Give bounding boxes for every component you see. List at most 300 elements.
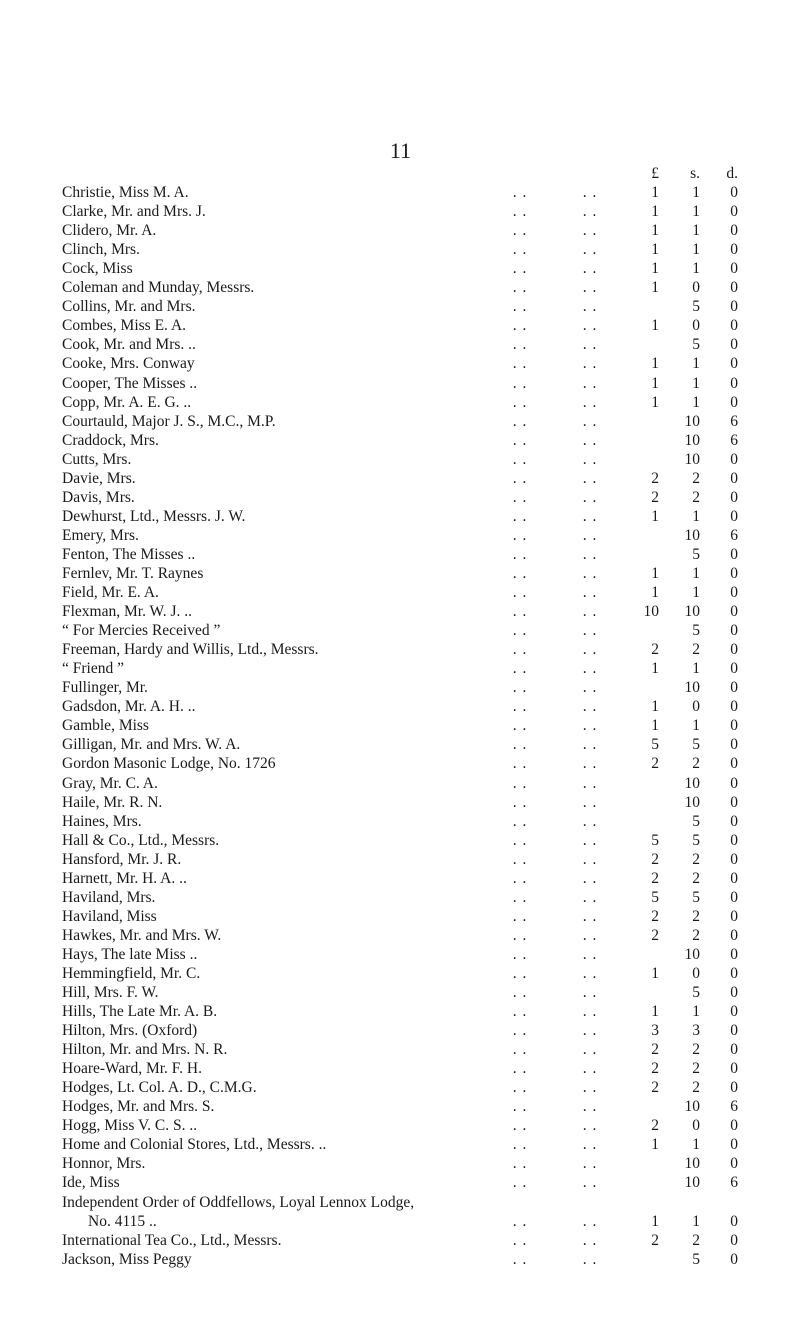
leader-dots: . . [512,869,528,887]
leader-dots: . . [582,1041,598,1059]
entry-name: Home and Colonial Stores, Ltd., Messrs. .. [62,1136,327,1154]
shillings-value: 5 [692,336,700,354]
pounds-value: 2 [651,1041,659,1059]
leader-dots: . . [582,717,598,735]
list-item [0,735,801,754]
shillings-value: 2 [692,869,700,887]
leader-dots: . . [512,469,528,487]
shillings-value: 5 [692,545,700,563]
shillings-value: 3 [692,1022,700,1040]
leader-dots: . . [582,222,598,240]
pounds-value: 1 [651,393,659,411]
leader-dots: . . [582,393,598,411]
list-item [0,1173,801,1192]
list-item [0,240,801,259]
shillings-value: 5 [692,298,700,316]
leader-dots: . . [582,736,598,754]
entry-name: Cooper, The Misses .. [62,374,198,392]
pence-value: 0 [730,1212,738,1230]
leader-dots: . . [582,926,598,944]
shillings-value: 10 [684,1155,700,1173]
list-item [0,1154,801,1173]
list-item [0,697,801,716]
leader-dots: . . [582,374,598,392]
pence-value: 0 [730,450,738,468]
pence-value: 0 [730,279,738,297]
leader-dots: . . [512,1250,528,1268]
shillings-value: 10 [684,603,700,621]
shillings-value: 1 [692,184,700,202]
entry-name: Haines, Mrs. [62,812,142,830]
list-item [0,869,801,888]
leader-dots: . . [582,1212,598,1230]
pounds-value: 2 [651,869,659,887]
shillings-header: s. [690,165,700,182]
list-item [0,716,801,735]
leader-dots: . . [582,907,598,925]
leader-dots: . . [512,336,528,354]
leader-dots: . . [582,945,598,963]
list-item [0,1116,801,1135]
pence-value: 0 [730,488,738,506]
entry-name: Fernlev, Mr. T. Raynes [62,564,204,582]
pence-value: 0 [730,793,738,811]
pounds-value: 2 [651,1060,659,1078]
leader-dots: . . [582,298,598,316]
pounds-value: 1 [651,241,659,259]
list-item [0,1078,801,1097]
pence-value: 0 [730,1231,738,1249]
pence-value: 0 [730,736,738,754]
shillings-value: 2 [692,469,700,487]
leader-dots: . . [512,374,528,392]
leader-dots: . . [512,660,528,678]
entry-name: Fenton, The Misses .. [62,545,196,563]
leader-dots: . . [582,1060,598,1078]
list-item [0,602,801,621]
leader-dots: . . [582,507,598,525]
leader-dots: . . [512,450,528,468]
list-item [0,1135,801,1154]
pence-value: 0 [730,1136,738,1154]
pence-value: 0 [730,584,738,602]
leader-dots: . . [582,450,598,468]
entry-name: Gilligan, Mr. and Mrs. W. A. [62,736,241,754]
leader-dots: . . [512,926,528,944]
leader-dots: . . [512,584,528,602]
shillings-value: 10 [684,412,700,430]
pence-value: 0 [730,222,738,240]
pence-value: 6 [730,412,738,430]
list-item [0,1212,801,1231]
leader-dots: . . [582,1250,598,1268]
pence-value: 0 [730,374,738,392]
leader-dots: . . [512,279,528,297]
shillings-value: 2 [692,1079,700,1097]
list-item [0,488,801,507]
pence-value: 0 [730,984,738,1002]
leader-dots: . . [512,679,528,697]
shillings-value: 5 [692,622,700,640]
shillings-value: 10 [684,526,700,544]
leader-dots: . . [512,222,528,240]
leader-dots: . . [512,603,528,621]
entry-name: Hays, The late Miss .. [62,945,198,963]
list-item [0,1059,801,1078]
pence-value: 6 [730,526,738,544]
entry-name: Haviland, Mrs. [62,888,156,906]
entry-name: Hemmingfield, Mr. C. [62,964,201,982]
leader-dots: . . [582,641,598,659]
leader-dots: . . [512,241,528,259]
entry-name: Hawkes, Mr. and Mrs. W. [62,926,222,944]
subscription-list [0,164,801,1269]
pounds-value: 2 [651,850,659,868]
leader-dots: . . [512,1231,528,1249]
shillings-value: 2 [692,926,700,944]
leader-dots: . . [582,317,598,335]
pence-value: 0 [730,603,738,621]
shillings-value: 2 [692,755,700,773]
entries [0,183,801,1269]
entry-name: Honnor, Mrs. [62,1155,146,1173]
list-item [0,621,801,640]
entry-name: Hodges, Mr. and Mrs. S. [62,1098,215,1116]
leader-dots: . . [512,184,528,202]
pence-value: 0 [730,812,738,830]
leader-dots: . . [582,793,598,811]
leader-dots: . . [512,717,528,735]
shillings-value: 1 [692,222,700,240]
entry-name: Harnett, Mr. H. A. .. [62,869,187,887]
shillings-value: 5 [692,888,700,906]
leader-dots: . . [582,755,598,773]
pence-value: 0 [730,241,738,259]
shillings-value: 2 [692,488,700,506]
list-item [0,754,801,773]
pence-value: 0 [730,336,738,354]
shillings-value: 1 [692,584,700,602]
pence-value: 0 [730,1022,738,1040]
leader-dots: . . [582,1022,598,1040]
leader-dots: . . [512,641,528,659]
list-item [0,1002,801,1021]
pounds-value: 2 [651,1117,659,1135]
entry-name: Cook, Mr. and Mrs. .. [62,336,196,354]
entry-name: Hills, The Late Mr. A. B. [62,1003,218,1021]
list-item [0,259,801,278]
pounds-value: 1 [651,279,659,297]
pence-value: 0 [730,1003,738,1021]
pounds-value: 3 [651,1022,659,1040]
leader-dots: . . [582,1117,598,1135]
leader-dots: . . [582,984,598,1002]
shillings-value: 0 [692,279,700,297]
list-item [0,1021,801,1040]
leader-dots: . . [582,1003,598,1021]
entry-name: “ Friend ” [62,660,124,678]
entry-name: International Tea Co., Ltd., Messrs. [62,1231,282,1249]
entry-name: Field, Mr. E. A. [62,584,159,602]
pence-value: 0 [730,869,738,887]
leader-dots: . . [512,850,528,868]
pence-value: 6 [730,1174,738,1192]
leader-dots: . . [512,1041,528,1059]
pounds-value: 1 [651,717,659,735]
leader-dots: . . [582,603,598,621]
shillings-value: 2 [692,641,700,659]
leader-dots: . . [512,317,528,335]
shillings-value: 2 [692,1231,700,1249]
list-item [0,393,801,412]
pounds-value: 1 [651,698,659,716]
leader-dots: . . [512,203,528,221]
list-item [0,335,801,354]
shillings-value: 1 [692,564,700,582]
list-item [0,812,801,831]
entry-name: “ For Mercies Received ” [62,622,221,640]
entry-name: Copp, Mr. A. E. G. .. [62,393,192,411]
list-item [0,202,801,221]
leader-dots: . . [582,279,598,297]
shillings-value: 10 [684,431,700,449]
leader-dots: . . [582,1174,598,1192]
pence-value: 0 [730,945,738,963]
leader-dots: . . [512,507,528,525]
list-item [0,678,801,697]
leader-dots: . . [582,850,598,868]
entry-name: Jackson, Miss Peggy [62,1250,192,1268]
leader-dots: . . [512,488,528,506]
pence-header: d. [726,165,738,182]
leader-dots: . . [512,526,528,544]
leader-dots: . . [582,1155,598,1173]
pounds-value: 10 [643,603,659,621]
shillings-value: 1 [692,393,700,411]
leader-dots: . . [582,412,598,430]
leader-dots: . . [582,584,598,602]
shillings-value: 10 [684,774,700,792]
leader-dots: . . [512,1003,528,1021]
leader-dots: . . [582,1136,598,1154]
entry-name: Independent Order of Oddfellows, Loyal Lennox Lodge, [62,1193,415,1211]
pence-value: 0 [730,1155,738,1173]
pounds-value: 1 [651,317,659,335]
pounds-value: 5 [651,831,659,849]
pounds-value: 1 [651,1212,659,1230]
list-item [0,983,801,1002]
pence-value: 0 [730,184,738,202]
entry-name: Cock, Miss [62,260,133,278]
leader-dots: . . [582,869,598,887]
entry-name: Davis, Mrs. [62,488,135,506]
list-item [0,583,801,602]
entry-name: Freeman, Hardy and Willis, Ltd., Messrs. [62,641,319,659]
pounds-value: 2 [651,926,659,944]
pence-value: 0 [730,469,738,487]
list-item [0,1231,801,1250]
entry-name: Ide, Miss [62,1174,120,1192]
shillings-value: 10 [684,679,700,697]
entry-name: Hall & Co., Ltd., Messrs. [62,831,220,849]
leader-dots: . . [582,1231,598,1249]
pence-value: 0 [730,1060,738,1078]
leader-dots: . . [512,1098,528,1116]
list-item [0,774,801,793]
list-item [0,964,801,983]
leader-dots: . . [582,203,598,221]
entry-name: Gray, Mr. C. A. [62,774,158,792]
leader-dots: . . [512,907,528,925]
pence-value: 6 [730,431,738,449]
shillings-value: 1 [692,660,700,678]
pounds-value: 1 [651,374,659,392]
leader-dots: . . [512,1136,528,1154]
list-item [0,431,801,450]
shillings-value: 10 [684,1174,700,1192]
entry-name: No. 4115 .. [88,1212,157,1230]
list-item [0,564,801,583]
leader-dots: . . [512,964,528,982]
list-item [0,526,801,545]
pounds-value: 1 [651,507,659,525]
pence-value: 0 [730,564,738,582]
pence-value: 0 [730,926,738,944]
entry-name: Clidero, Mr. A. [62,222,157,240]
pounds-value: 1 [651,355,659,373]
pounds-value: 1 [651,660,659,678]
pence-value: 0 [730,907,738,925]
shillings-value: 5 [692,984,700,1002]
leader-dots: . . [582,545,598,563]
list-item [0,1097,801,1116]
pence-value: 0 [730,507,738,525]
shillings-value: 0 [692,317,700,335]
pounds-value: 1 [651,1136,659,1154]
pence-value: 0 [730,317,738,335]
leader-dots: . . [582,564,598,582]
leader-dots: . . [582,526,598,544]
leader-dots: . . [582,431,598,449]
shillings-value: 10 [684,450,700,468]
entry-name: Hill, Mrs. F. W. [62,984,159,1002]
pence-value: 0 [730,755,738,773]
shillings-value: 5 [692,812,700,830]
entry-name: Hoare-Ward, Mr. F. H. [62,1060,202,1078]
list-item [0,793,801,812]
leader-dots: . . [582,469,598,487]
entry-name: Haviland, Miss [62,907,157,925]
pence-value: 0 [730,1117,738,1135]
shillings-value: 0 [692,698,700,716]
pence-value: 0 [730,717,738,735]
leader-dots: . . [512,1079,528,1097]
list-item [0,926,801,945]
shillings-value: 1 [692,355,700,373]
leader-dots: . . [582,260,598,278]
leader-dots: . . [582,336,598,354]
leader-dots: . . [512,260,528,278]
pounds-value: 1 [651,184,659,202]
pence-value: 0 [730,698,738,716]
pounds-value: 1 [651,564,659,582]
pounds-value: 5 [651,888,659,906]
entry-name: Gadsdon, Mr. A. H. .. [62,698,196,716]
pounds-value: 2 [651,1079,659,1097]
pence-value: 0 [730,641,738,659]
leader-dots: . . [582,1079,598,1097]
leader-dots: . . [512,755,528,773]
shillings-value: 5 [692,831,700,849]
list-item [0,545,801,564]
pence-value: 0 [730,888,738,906]
list-item [0,850,801,869]
list-item [0,1250,801,1269]
leader-dots: . . [512,1060,528,1078]
leader-dots: . . [512,888,528,906]
pence-value: 0 [730,964,738,982]
leader-dots: . . [512,698,528,716]
pounds-value: 1 [651,222,659,240]
leader-dots: . . [512,793,528,811]
list-item [0,659,801,678]
leader-dots: . . [512,564,528,582]
leader-dots: . . [512,1022,528,1040]
entry-name: Hogg, Miss V. C. S. .. [62,1117,198,1135]
leader-dots: . . [512,812,528,830]
entry-name: Hansford, Mr. J. R. [62,850,182,868]
list-item [0,507,801,526]
pounds-value: 1 [651,964,659,982]
pence-value: 0 [730,298,738,316]
shillings-value: 10 [684,1098,700,1116]
leader-dots: . . [512,1117,528,1135]
leader-dots: . . [512,355,528,373]
list-item [0,354,801,373]
entry-name: Cutts, Mrs. [62,450,132,468]
leader-dots: . . [582,355,598,373]
pence-value: 0 [730,1079,738,1097]
pounds-value: 1 [651,203,659,221]
list-item [0,221,801,240]
leader-dots: . . [512,945,528,963]
leader-dots: . . [582,679,598,697]
entry-name: Christie, Miss M. A. [62,184,189,202]
leader-dots: . . [512,1155,528,1173]
leader-dots: . . [582,774,598,792]
leader-dots: . . [582,831,598,849]
entry-name: Gordon Masonic Lodge, No. 1726 [62,755,276,773]
pounds-value: 1 [651,1003,659,1021]
leader-dots: . . [582,964,598,982]
list-item [0,183,801,202]
entry-name: Collins, Mr. and Mrs. [62,298,196,316]
pounds-value: 2 [651,907,659,925]
pence-value: 0 [730,622,738,640]
pounds-value: 2 [651,755,659,773]
shillings-value: 10 [684,945,700,963]
list-item [0,469,801,488]
leader-dots: . . [582,888,598,906]
entry-name: Clinch, Mrs. [62,241,140,259]
entry-name: Fullinger, Mr. [62,679,148,697]
pence-value: 0 [730,660,738,678]
shillings-value: 1 [692,260,700,278]
shillings-value: 5 [692,736,700,754]
shillings-value: 1 [692,1136,700,1154]
leader-dots: . . [582,698,598,716]
leader-dots: . . [512,431,528,449]
